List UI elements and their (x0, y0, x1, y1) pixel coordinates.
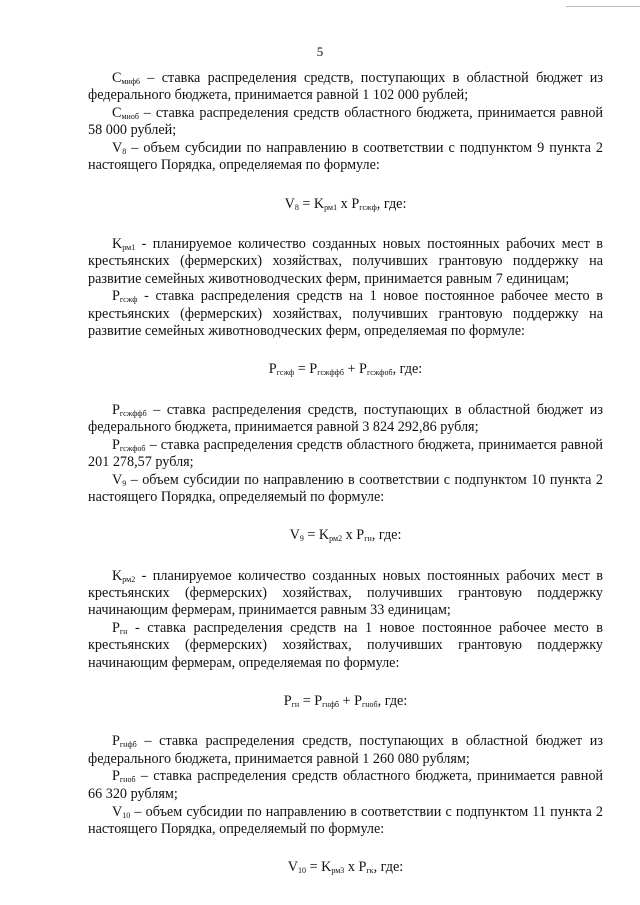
formula-subscript: гн (291, 700, 300, 710)
variable-subscript: рм1 (122, 243, 136, 253)
variable-symbol: K (112, 236, 123, 253)
paragraph (88, 733, 603, 768)
formula-subscript: гсжф (359, 202, 377, 212)
formula-text: + P (338, 693, 362, 710)
paragraph-text: – ставка распределения средств, поступающих в областной бюджет из федерального бюджета, принимается равной 3 824 292,86 рубля; (88, 401, 603, 435)
formula-text: V (287, 859, 299, 876)
paragraph (88, 804, 603, 839)
paragraph-text: – ставка распределения средств областного бюджета, принимается равной 58 000 рублей; (88, 105, 603, 139)
paragraph-text: – ставка распределения средств областного бюджета, принимается равной 201 278,57 рубля; (88, 436, 603, 471)
variable-symbol: P (112, 620, 120, 637)
formula-subscript: 8 (294, 202, 299, 212)
formula-text: V (289, 527, 300, 544)
paragraph-text: – объем субсидии по направлению в соответствии с подпунктом 10 пункта 2 настоящего Порядка, определяемый по формуле: (88, 471, 603, 506)
variable-symbol: V (112, 803, 123, 820)
variable-symbol: P (112, 401, 120, 418)
variable-subscript: 9 (122, 478, 127, 488)
formula (88, 196, 603, 213)
formula-subscript: гсжффб (317, 368, 344, 378)
variable-symbol: P (112, 436, 120, 453)
paragraph (88, 236, 603, 288)
paragraph-text: - ставка распределения средств на 1 новое постоянное рабочее место в крестьянских (фермерских) хозяйствах, получивших грантовую поддержку начинающим фермерам, определяемая по формуле: (88, 620, 603, 671)
variable-symbol: V (112, 471, 123, 488)
paragraph-text: – ставка распределения средств, поступающих в областной бюджет из федерального бюджета, принимается равной 1 260 080 рублям; (88, 733, 603, 767)
formula-text: = P (294, 361, 318, 378)
paragraph-text: - планируемое количество созданных новых постоянных рабочих мест в крестьянских (фермерских) хозяйствах, получивших грантовую поддержку начинающим фермерам, принимается равным 33 единицам; (88, 567, 603, 619)
formula-subscript: 10 (298, 866, 307, 876)
formula-text: = K (306, 859, 332, 876)
variable-subscript: гноб (119, 775, 136, 785)
paragraph-text: - ставка распределения средств на 1 новое постоянное рабочее место в крестьянских (фермерских) хозяйствах, получивших грантовую поддержку на развитие семейных животноводческих ферм, определяемая по формуле: (88, 288, 603, 340)
paragraph (88, 768, 603, 803)
formula-subscript: 9 (299, 534, 304, 544)
variable-subscript: гнфб (119, 740, 137, 750)
variable-subscript: гсжфоб (119, 443, 146, 453)
formula (88, 693, 603, 710)
paragraph-text: – объем субсидии по направлению в соответствии с подпунктом 9 пункта 2 настоящего Порядка, определяемая по формуле: (88, 140, 603, 174)
formula-text: х P (337, 195, 360, 212)
variable-symbol: P (112, 768, 120, 785)
variable-symbol: V (112, 140, 123, 157)
formula (88, 527, 603, 544)
variable-symbol: P (112, 288, 120, 305)
variable-symbol: С (112, 105, 122, 122)
formula-text: V (284, 195, 295, 212)
paragraph (88, 620, 603, 672)
formula-text: = K (303, 527, 330, 544)
formula-text: = K (298, 195, 325, 212)
formula-subscript: гсжф (276, 368, 295, 378)
paragraph (88, 288, 603, 340)
formula-text: х P (342, 527, 365, 544)
formula-text: , где: (377, 693, 408, 710)
variable-subscript: гсжф (119, 295, 138, 305)
variable-subscript: рм2 (122, 574, 136, 584)
paragraph-text: – ставка распределения средств областного бюджета, принимается равной 66 320 рублям; (88, 768, 603, 802)
variable-symbol: K (112, 567, 123, 584)
formula-subscript: гноб (361, 700, 378, 710)
formula-text: P (283, 693, 292, 710)
variable-subscript: гсжффб (119, 408, 147, 418)
formula-subscript: рм2 (329, 534, 343, 544)
formula-text: = P (299, 693, 323, 710)
variable-symbol: P (112, 733, 120, 750)
paragraph (88, 437, 603, 472)
formula-subscript: рм1 (324, 202, 338, 212)
variable-subscript: миоб (121, 112, 139, 122)
paragraph (88, 105, 603, 140)
formula-subscript: гсжфоб (366, 368, 393, 378)
paragraph (88, 402, 603, 437)
formula-text: , где: (376, 195, 407, 212)
header-rule (566, 6, 640, 7)
variable-subscript: 8 (122, 147, 127, 157)
formula-subscript: гн (364, 534, 372, 544)
variable-subscript: гн (119, 627, 128, 637)
paragraph-text: – объем субсидии по направлению в соответствии с подпунктом 11 пункта 2 настоящего Порядка, определяемый по формуле: (88, 803, 603, 837)
paragraph (88, 70, 603, 105)
formula-subscript: рм3 (331, 866, 345, 876)
formula-text: , где: (373, 859, 404, 876)
formula-text: P (268, 361, 277, 378)
variable-subscript: миф6 (121, 77, 140, 86)
variable-subscript: 10 (122, 810, 131, 820)
paragraph (88, 472, 603, 507)
variable-symbol: С (112, 70, 122, 86)
formula-text: + P (343, 361, 367, 378)
page-number: 5 (316, 44, 324, 59)
paragraph (88, 568, 603, 620)
formula-subscript: гнфб (322, 700, 339, 710)
formula (88, 361, 603, 378)
formula-text: х P (344, 859, 367, 876)
document-body (88, 70, 603, 899)
paragraph (88, 140, 603, 175)
formula (88, 859, 603, 876)
formula-text: , где: (371, 527, 402, 544)
paragraph-text: - планируемое количество созданных новых постоянных рабочих мест в крестьянских (фермерских) хозяйствах, получивших грантовую поддержку на развитие семейных животноводческих ферм, принимается равным 7 единицам; (88, 236, 603, 287)
paragraph-text: – ставка распределения средств, поступающих в областной бюджет из федерального бюджета, принимается равной 1 102 000 рублей; (88, 70, 603, 104)
formula-text: , где: (392, 361, 423, 378)
formula-subscript: гк (366, 866, 374, 876)
